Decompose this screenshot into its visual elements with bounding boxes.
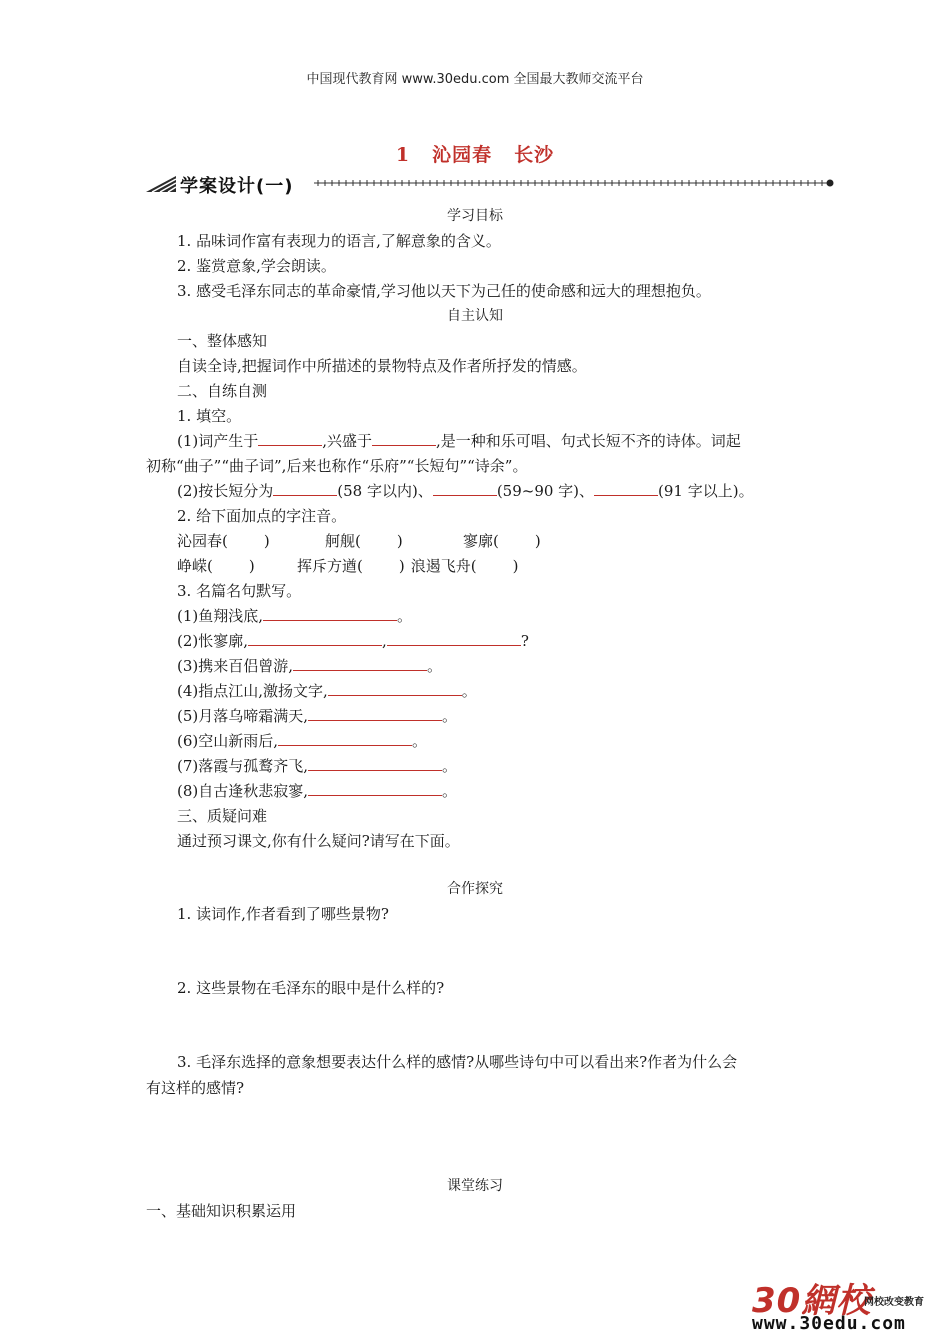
answer-blank[interactable] <box>293 656 427 671</box>
answer-blank[interactable] <box>273 481 337 496</box>
stair-mark-icon <box>146 176 176 192</box>
answer-blank[interactable] <box>308 781 442 796</box>
lesson-title-sub: 长沙 <box>514 144 555 166</box>
answer-blank[interactable] <box>433 481 497 496</box>
question-title: 1. 填空。 <box>177 407 242 425</box>
lesson-number: 1 <box>395 144 411 166</box>
section-banner <box>146 172 836 196</box>
brand-logo <box>752 1273 942 1335</box>
goal-item: 1. 品味词作富有表现力的语言,了解意象的含义。 <box>177 232 501 250</box>
recite-line: (2)怅寥廓, , ? <box>177 632 529 650</box>
recite-line: (1)鱼翔浅底, 。 <box>177 607 413 625</box>
logo-url: www.30edu.com <box>752 1313 906 1334</box>
coop-heading: 合作探究 <box>447 881 503 897</box>
answer-blank[interactable] <box>372 431 436 446</box>
answer-blank[interactable] <box>263 606 397 621</box>
coop-question: 3. 毛泽东选择的意象想要表达什么样的感情?从哪些诗句中可以看出来?作者为什么会 <box>177 1053 738 1071</box>
recite-line: (8)自古逢秋悲寂寥, 。 <box>177 782 458 800</box>
logo-mark: 30網校 <box>752 1281 872 1321</box>
practice-heading: 课堂练习 <box>447 1178 503 1194</box>
answer-blank[interactable] <box>594 481 658 496</box>
pinyin-row: 峥嵘( ) 挥斥方遒( ) 浪遏飞舟( ) <box>177 557 519 575</box>
answer-blank[interactable] <box>248 631 382 646</box>
fill-line: (1)词产生于 ,兴盛于 ,是一种和乐可唱、句式长短不齐的诗体。词起 <box>177 432 741 450</box>
banner-label: 学案设计(一) <box>180 176 294 197</box>
fill-line-cont: 初称“曲子”“曲子词”,后来也称作“乐府”“长短句”“诗余”。 <box>146 457 528 475</box>
recite-line: (5)月落乌啼霜满天, 。 <box>177 707 458 725</box>
recite-line: (4)指点江山,激扬文字, 。 <box>177 682 477 700</box>
recite-line: (3)携来百侣曾游, 。 <box>177 657 443 675</box>
coop-question-cont: 有这样的感情? <box>146 1079 245 1097</box>
coop-question: 1. 读词作,作者看到了哪些景物? <box>177 905 389 923</box>
section-title: 一、整体感知 <box>177 332 268 350</box>
section-title: 三、质疑问难 <box>177 807 268 825</box>
goal-item: 2. 鉴赏意象,学会朗读。 <box>177 257 336 275</box>
lesson-title-main: 沁园春 <box>432 144 493 166</box>
answer-blank[interactable] <box>278 731 412 746</box>
answer-blank[interactable] <box>258 431 322 446</box>
answer-blank[interactable] <box>308 706 442 721</box>
section-text: 自读全诗,把握词作中所描述的景物特点及作者所抒发的情感。 <box>177 357 587 375</box>
fill-line: (2)按长短分为 (58 字以内)、 (59~90 字)、 (91 字以上)。 <box>177 482 754 500</box>
question-title: 2. 给下面加点的字注音。 <box>177 507 347 525</box>
logo-slogan: 网校改变教育 <box>864 1297 924 1308</box>
self-heading: 自主认知 <box>447 308 503 324</box>
coop-question: 2. 这些景物在毛泽东的眼中是什么样的? <box>177 979 445 997</box>
section-title: 二、自练自测 <box>177 382 268 400</box>
dotted-rule <box>314 176 836 190</box>
section-title: 一、基础知识积累运用 <box>146 1202 297 1220</box>
recite-line: (6)空山新雨后, 。 <box>177 732 428 750</box>
answer-blank[interactable] <box>308 756 442 771</box>
recite-line: (7)落霞与孤鹜齐飞, 。 <box>177 757 458 775</box>
section-text: 通过预习课文,你有什么疑问?请写在下面。 <box>177 832 460 850</box>
lesson-title <box>0 140 950 167</box>
question-title: 3. 名篇名句默写。 <box>177 582 302 600</box>
answer-blank[interactable] <box>387 631 521 646</box>
pinyin-row: 沁园春( ) 舸舰( ) 寥廓( ) <box>177 532 541 550</box>
answer-blank[interactable] <box>328 681 462 696</box>
goals-heading: 学习目标 <box>447 208 503 224</box>
goal-item: 3. 感受毛泽东同志的革命豪情,学习他以天下为己任的使命感和远大的理想抱负。 <box>177 282 711 300</box>
site-header: 中国现代教育网 www.30edu.com 全国最大教师交流平台 <box>306 72 644 87</box>
